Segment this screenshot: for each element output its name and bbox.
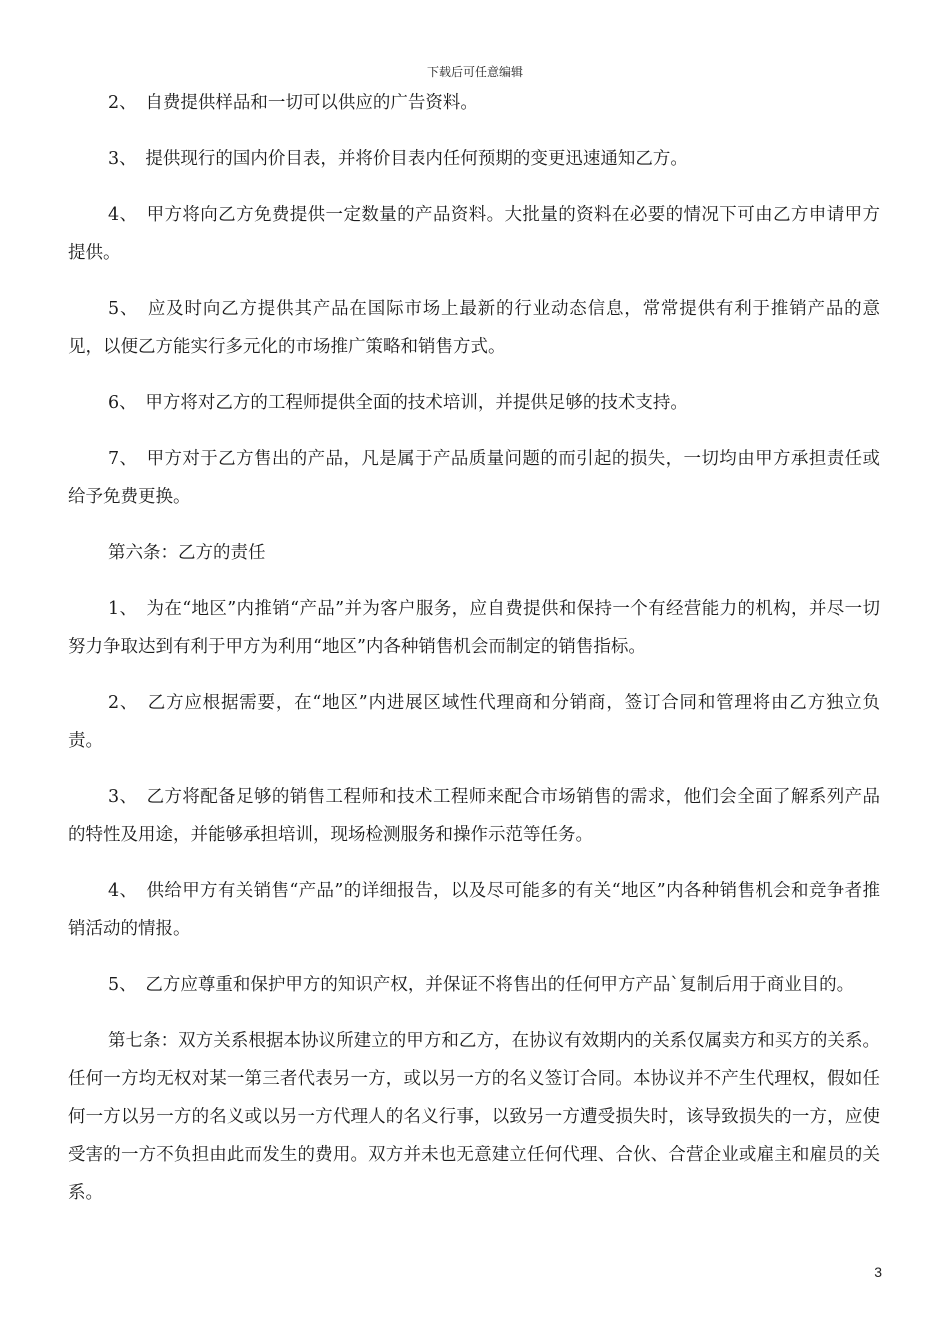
header-note: 下载后可任意编辑 — [426, 65, 523, 79]
paragraph-supplier-6: 6、 甲方将对乙方的工程师提供全面的技术培训，并提供足够的技术支持。 — [108, 393, 688, 413]
paragraph-supplier-5: 5、 应及时向乙方提供其产品在国际市场上最新的行业动态信息，常常提供有利于推销产品的意见，以便乙方能实行多元化的市场推广策略和销售方式。 — [68, 299, 880, 357]
paragraph-article-7: 第七条：双方关系根据本协议所建立的甲方和乙方，在协议有效期内的关系仅属卖方和买方的关系。任何一方均无权对某一第三者代表另一方，或以另一方的名义签订合同。本协议并不产生代理权，假如任何一方以另一方的名义或以另一方代理人的名义行事，以致另一方遭受损失时，该导致损失的一方，应使受害的一方不负担由此而发生的费用。双方并未也无意建立任何代理、合伙、合营企业或雇主和雇员的关系。 — [68, 1031, 880, 1203]
paragraph-distributor-2: 2、 乙方应根据需要，在“地区”内进展区域性代理商和分销商，签订合同和管理将由乙方独立负责。 — [68, 693, 880, 751]
paragraph-distributor-4: 4、 供给甲方有关销售“产品”的详细报告，以及尽可能多的有关“地区”内各种销售机会和竞争者推销活动的情报。 — [68, 881, 880, 939]
paragraph-distributor-5: 5、 乙方应尊重和保护甲方的知识产权，并保证不将售出的任何甲方产品`复制后用于商业目的。 — [108, 975, 855, 995]
page-number: 3 — [874, 1264, 882, 1280]
paragraph-supplier-7: 7、 甲方对于乙方售出的产品，凡是属于产品质量问题的而引起的损失，一切均由甲方承担责任或给予免费更换。 — [68, 449, 880, 507]
paragraph-supplier-3: 3、 提供现行的国内价目表，并将价目表内任何预期的变更迅速通知乙方。 — [108, 149, 688, 169]
paragraph-distributor-1: 1、 为在“地区”内推销“产品”并为客户服务，应自费提供和保持一个有经营能力的机构，并尽一切努力争取达到有利于甲方为利用“地区”内各种销售机会而制定的销售指标。 — [68, 599, 880, 657]
paragraph-distributor-3: 3、 乙方将配备足够的销售工程师和技术工程师来配合市场销售的需求，他们会全面了解系列产品的特性及用途，并能够承担培训，现场检测服务和操作示范等任务。 — [68, 787, 880, 845]
section-heading-article-6: 第六条：乙方的责任 — [108, 543, 266, 563]
paragraph-supplier-2: 2、 自费提供样品和一切可以供应的广告资料。 — [108, 93, 478, 113]
document-body — [68, 84, 880, 1230]
paragraph-supplier-4: 4、 甲方将向乙方免费提供一定数量的产品资料。大批量的资料在必要的情况下可由乙方申请甲方提供。 — [68, 205, 880, 263]
